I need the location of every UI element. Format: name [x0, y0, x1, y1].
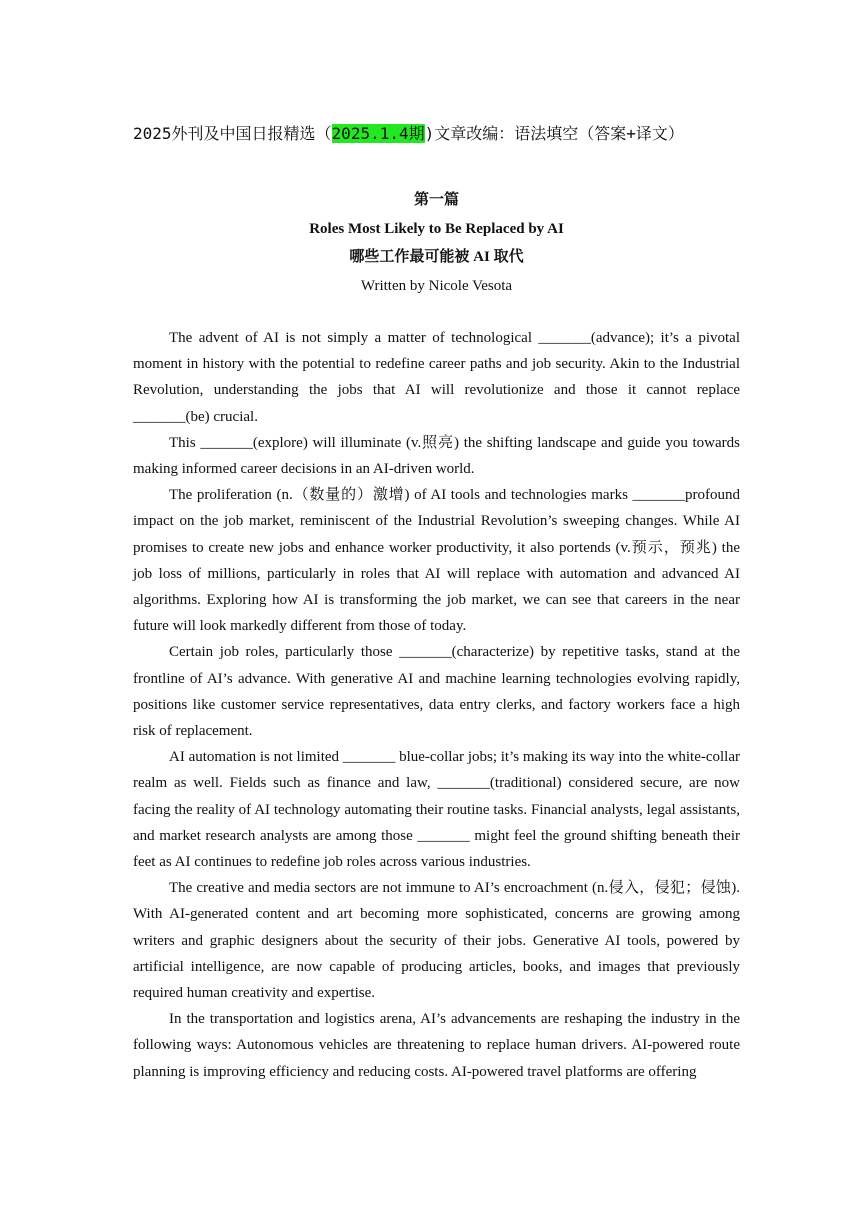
document-title	[133, 122, 753, 146]
issue-date-highlight: 2025.1.4期	[331, 124, 425, 143]
section-label: 第一篇	[413, 192, 459, 208]
article-title-en: Roles Most Likely to Be Replaced by AI	[309, 221, 564, 237]
paragraph: This _______(explore) will illuminate (v.照亮) the shifting landscape and guide you towards making informed career decisions in an AI-driven world.	[133, 434, 740, 478]
paragraph: The advent of AI is not simply a matter of technological _______(advance); it’s a pivotal moment in history with the potential to redefine career paths and job security. Akin to the Industrial Revolution, understanding the jobs that AI will revolutionize and those it cannot replace _______(be) crucial.	[133, 330, 740, 425]
paragraph: Certain job roles, particularly those _______(characterize) by repetitive tasks, stand at the frontline of AI’s advance. With generative AI and machine learning technologies evolving rapidly, positions like customer service representatives, data entry clerks, and factory workers face a high risk of replacement.	[133, 644, 740, 740]
paragraph: In the transportation and logistics arena, AI’s advancements are reshaping the industry in the following ways: Autonomous vehicles are threatening to replace human drivers. AI-powered route planning is improving efficiency and reducing costs. AI-powered travel platforms are offering	[133, 1011, 740, 1080]
article-body	[133, 325, 740, 1085]
paragraph: The proliferation (n.（数量的）激增) of AI tools and technologies marks _______profound impact on the job market, reminiscent of the Industrial Revolution’s sweeping changes. While AI promises to create new jobs and enhance worker productivity, it also portends (v.预示，预兆) the job loss of millions, particularly in roles that AI will replace with automation and advanced AI algorithms. Exploring how AI is transforming the job market, we can see that careers in the near future will look markedly different from those of today.	[133, 487, 740, 635]
byline: Written by Nicole Vesota	[360, 278, 513, 294]
paragraph: AI automation is not limited _______ blue-collar jobs; it’s making its way into the white-collar realm as well. Fields such as finance and law, _______(traditional) considered secure, are now facing the reality of AI technology automating their routine tasks. Financial analysts, legal assistants, and market research analysts are among those _______ might feel the ground shifting beneath their feet as AI continues to redefine job roles across various industries.	[133, 749, 740, 871]
article-title-zh: 哪些工作最可能被 AI 取代	[349, 249, 524, 265]
title-suffix: )文章改编：语法填空（答案+译文）	[424, 124, 684, 143]
paragraph: The creative and media sectors are not immune to AI’s encroachment (n.侵入，侵犯；侵蚀). With AI-generated content and art becoming more sophisticated, concerns are growing among writers and graphic designers about the security of their jobs. Generative AI tools, powered by artificial intelligence, are now capable of producing articles, books, and images that previously required human creativity and expertise.	[133, 880, 740, 1002]
title-prefix: 2025外刊及中国日报精选（	[133, 124, 332, 143]
